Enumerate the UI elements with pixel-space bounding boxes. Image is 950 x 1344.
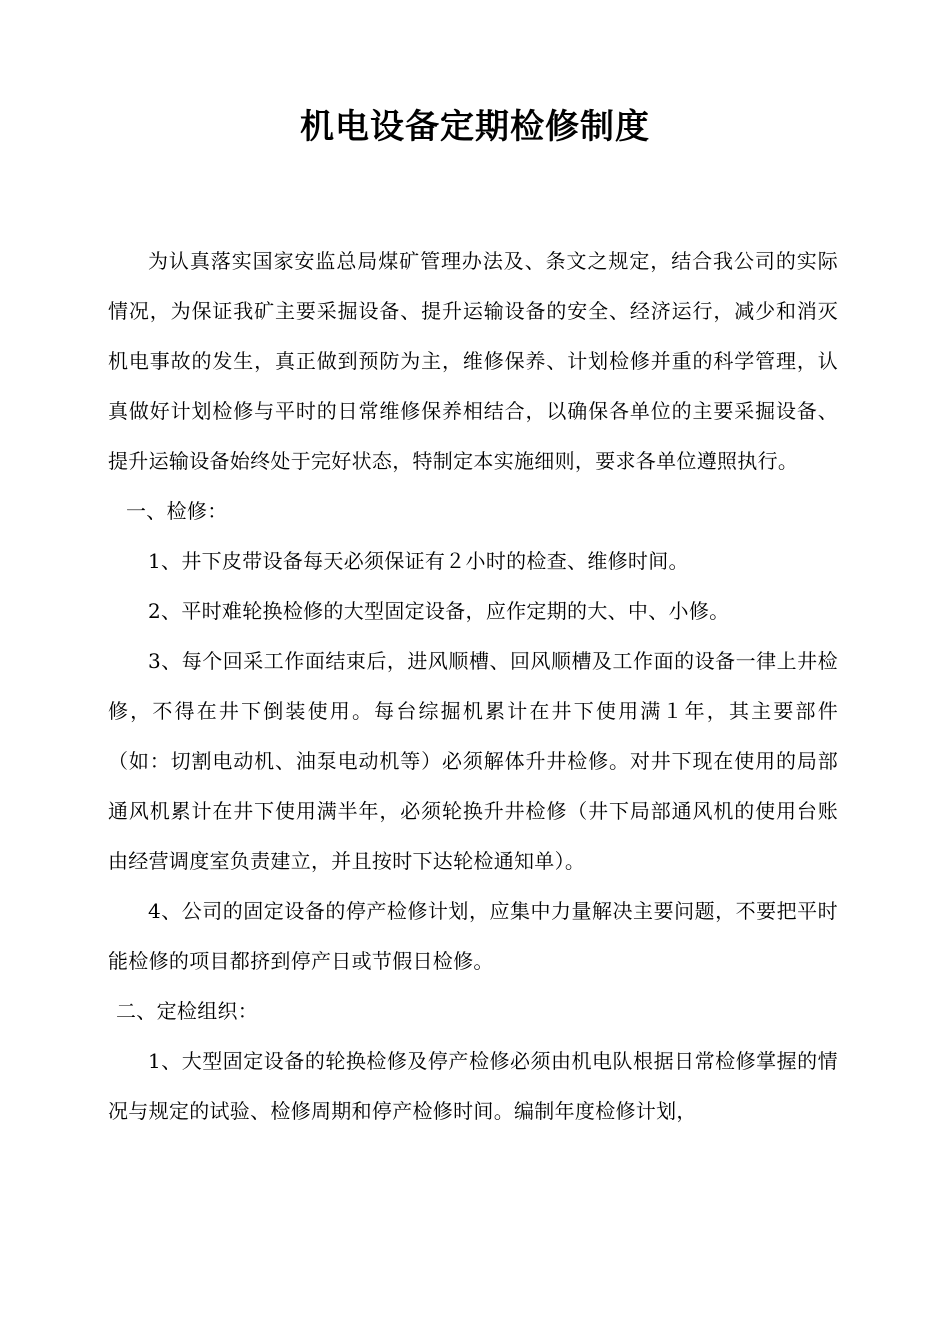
inspection-item-4: 4、公司的固定设备的停产检修计划，应集中力量解决主要问题，不要把平时能检修的项目都挤到停产日或节假日检修。 bbox=[108, 899, 838, 973]
organization-item-1: 1、大型固定设备的轮换检修及停产检修必须由机电队根据日常检修掌握的情况与规定的试验、检修周期和停产检修时间。编制年度检修计划， bbox=[108, 1049, 838, 1123]
document-title: 机电设备定期检修制度 bbox=[300, 107, 650, 147]
section-heading-organization: 二、定检组织： bbox=[116, 999, 259, 1023]
inspection-item-3: 3、每个回采工作面结束后，进风顺槽、回风顺槽及工作面的设备一律上井检修，不得在井下倒装使用。每台综掘机累计在井下使用满１年，其主要部件（如：切割电动机、油泵电动机等）必须解体升井检修。对井下现在使用的局部通风机累计在井下使用满半年，必须轮换升井检修（井下局部通风机的使用台账由经营调度室负责建立，并且按时下达轮检通知单）。 bbox=[108, 649, 838, 873]
inspection-item-1: 1、井下皮带设备每天必须保证有２小时的检查、维修时间。 bbox=[148, 549, 689, 573]
inspection-item-2: 2、平时难轮换检修的大型固定设备，应作定期的大、中、小修。 bbox=[148, 599, 730, 623]
document-body bbox=[108, 236, 838, 1136]
intro-paragraph: 为认真落实国家安监总局煤矿管理办法及、条文之规定，结合我公司的实际情况，为保证我矿主要采掘设备、提升运输设备的安全、经济运行，减少和消灭机电事故的发生，真正做到预防为主，维修保养、计划检修并重的科学管理，认真做好计划检修与平时的日常维修保养相结合，以确保各单位的主要采掘设备、提升运输设备始终处于完好状态，特制定本实施细则，要求各单位遵照执行。 bbox=[108, 249, 838, 473]
section-heading-inspection: 一、检修： bbox=[126, 499, 228, 523]
